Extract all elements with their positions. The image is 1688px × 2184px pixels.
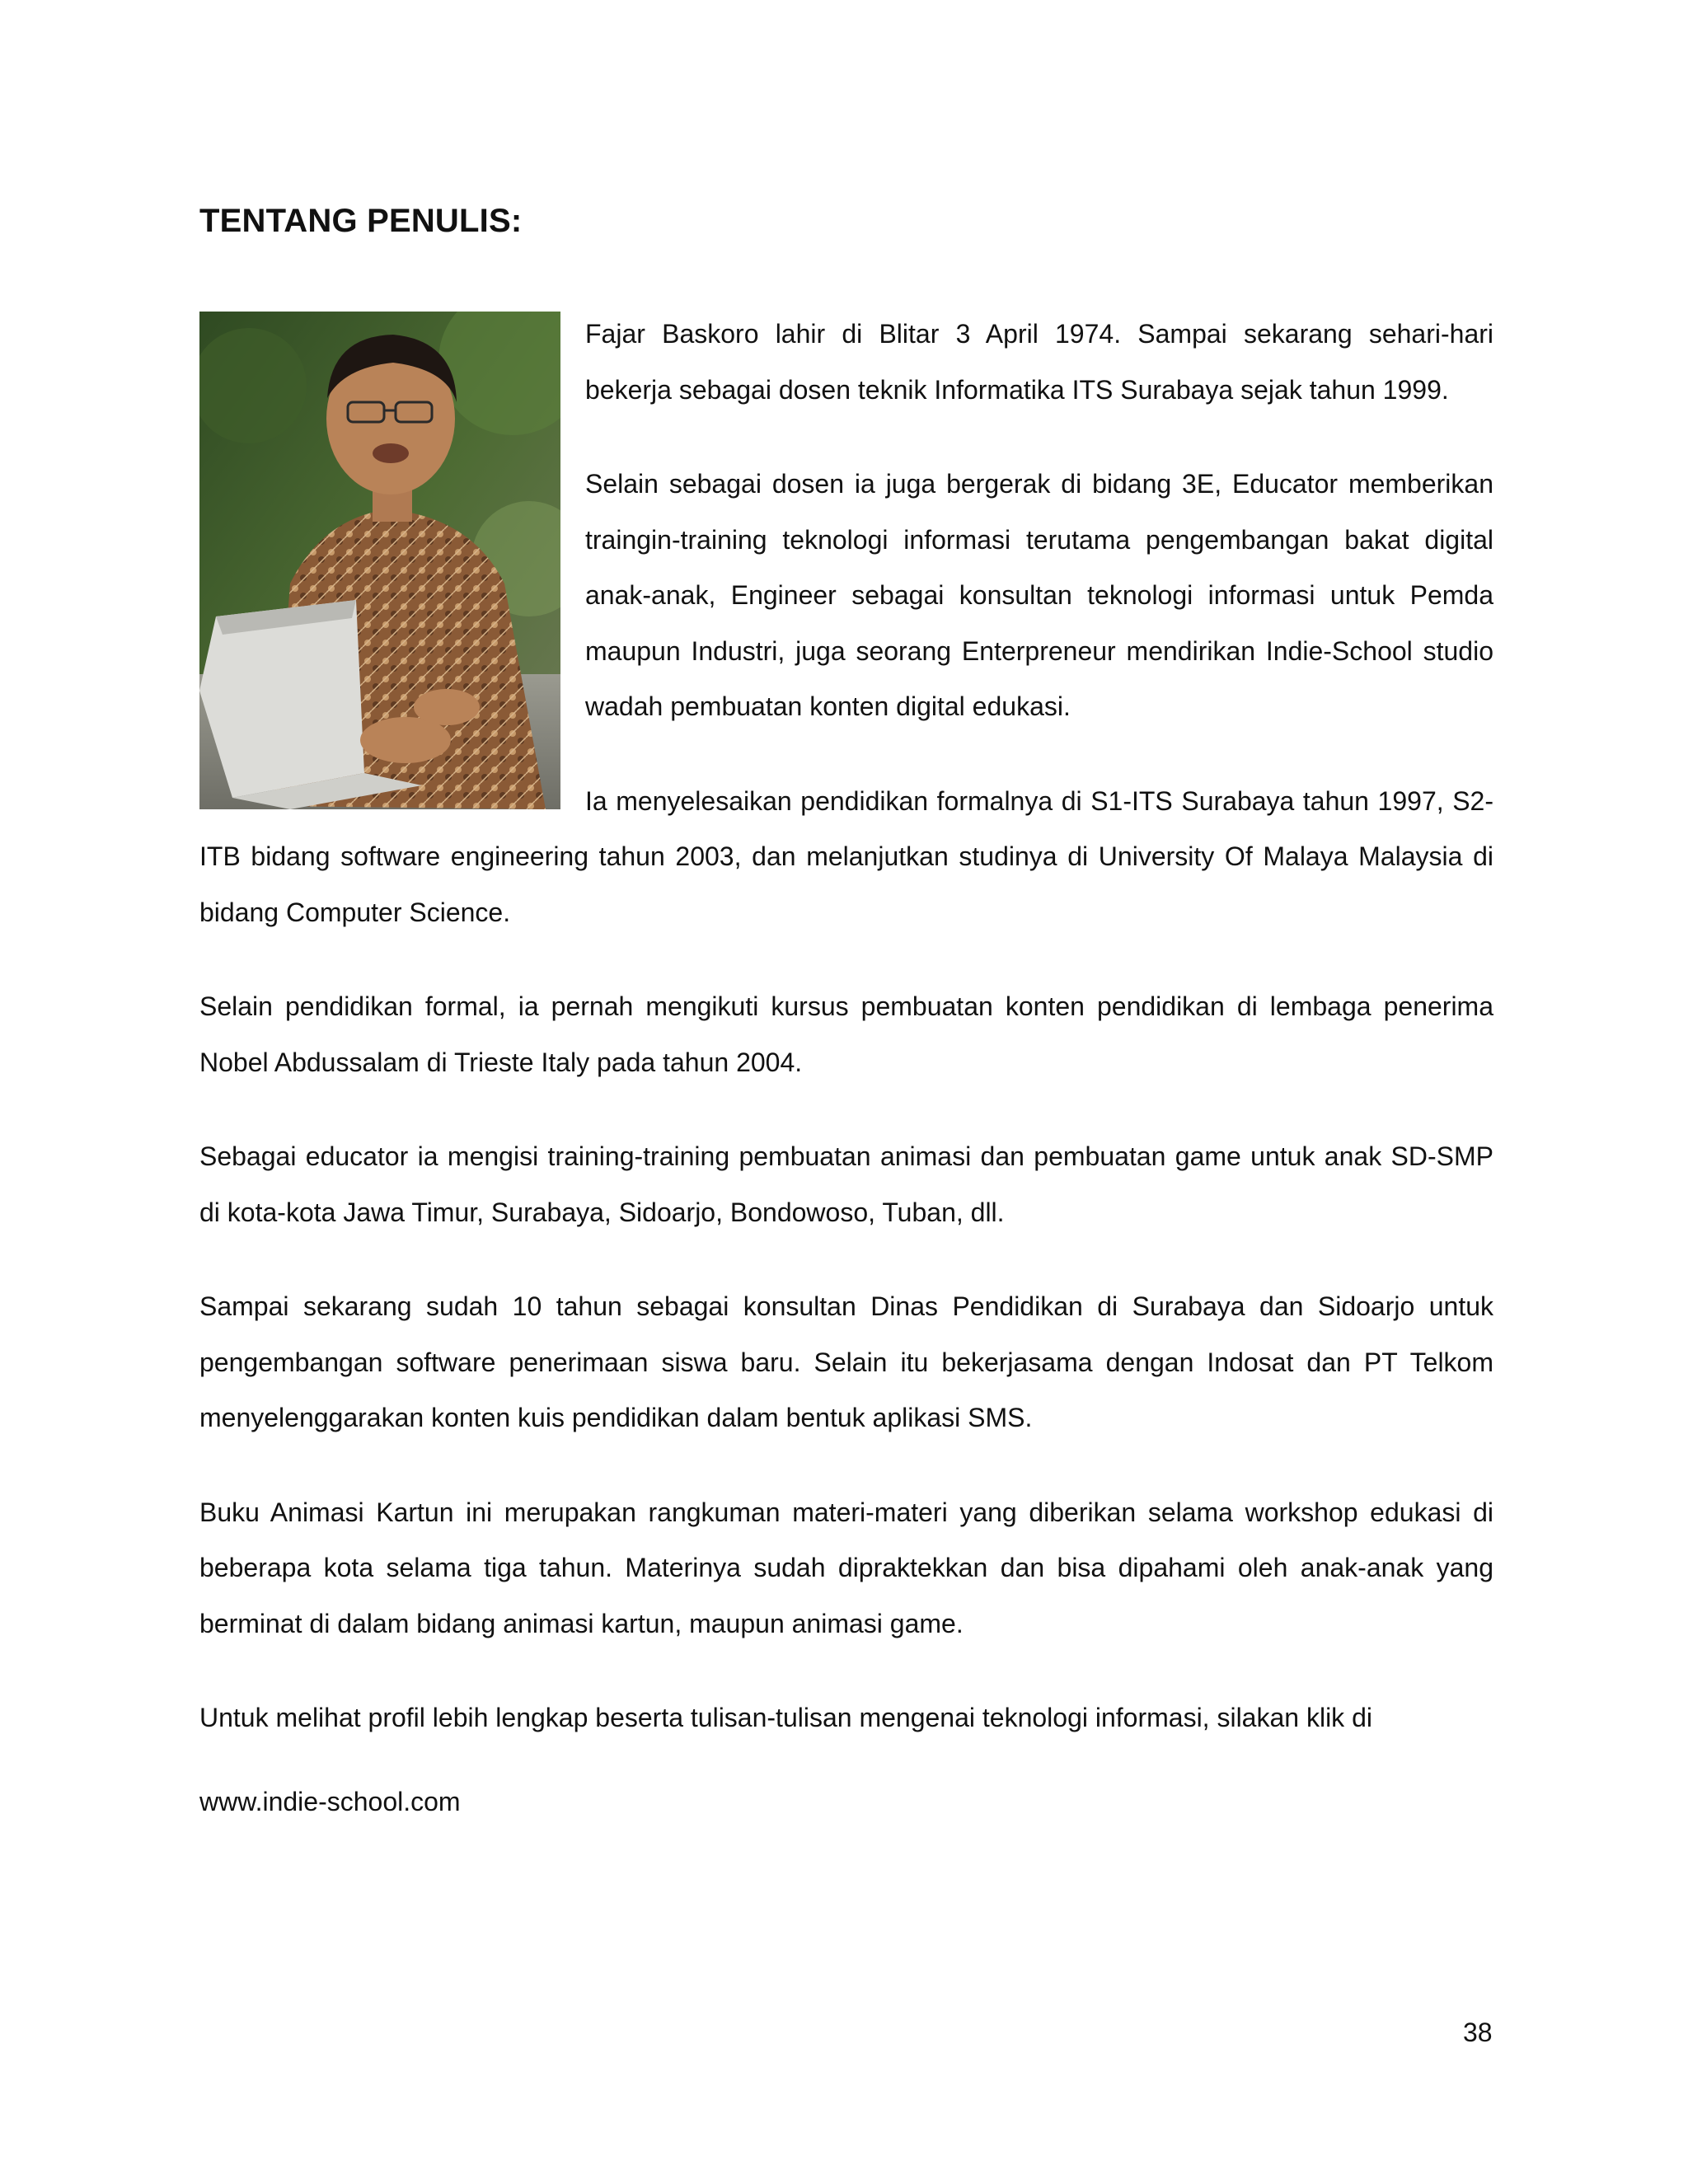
author-photo xyxy=(199,312,560,809)
author-photo-illustration xyxy=(199,312,560,809)
paragraph-7: Buku Animasi Kartun ini merupakan rangkuman materi-materi yang diberikan selama workshop edukasi di beberapa kota selama tiga tahun. Materinya sudah dipraktekkan dan bisa dipahami oleh anak-anak yang berminat di dalam bidang animasi kartun, maupun animasi game. xyxy=(199,1497,1493,1638)
paragraph-1: Fajar Baskoro lahir di Blitar 3 April 1974. Sampai sekarang sehari-hari bekerja sebagai dosen teknik Informatika ITS Surabaya sejak tahun 1999. xyxy=(585,319,1493,405)
paragraph-4: Selain pendidikan formal, ia pernah mengikuti kursus pembuatan konten pendidikan di lembaga penerima Nobel Abdussalam di Trieste Italy pada tahun 2004. xyxy=(199,991,1493,1077)
paragraph-8: Untuk melihat profil lebih lengkap beserta tulisan-tulisan mengenai teknologi informasi, silakan klik di xyxy=(199,1703,1372,1732)
page-number: 38 xyxy=(1463,2018,1493,2047)
section-heading: TENTANG PENULIS: xyxy=(199,203,523,239)
paragraph-3: Ia menyelesaikan pendidikan formalnya di S1-ITS Surabaya tahun 1997, S2-ITB bidang software engineering tahun 2003, dan melanjutkan studinya di University Of Malaya Malaysia di bidang Computer Science. xyxy=(199,785,1493,927)
paragraph-2: Selain sebagai dosen ia juga bergerak di bidang 3E, Educator memberikan traingin-training teknologi informasi terutama pengembangan bakat digital anak-anak, Engineer sebagai konsultan teknologi informasi untuk Pemda maupun Industri, juga seorang Enterpreneur mendirikan Indie-School studio wadah pembuatan konten digital edukasi. xyxy=(585,469,1493,721)
paragraph-6: Sampai sekarang sudah 10 tahun sebagai konsultan Dinas Pendidikan di Surabaya dan Sidoarjo untuk pengembangan software penerimaan siswa baru. Selain itu bekerjasama dengan Indosat dan PT Telkom menyelenggarakan konten kuis pendidikan dalam bentuk aplikasi SMS. xyxy=(199,1291,1493,1432)
paragraph-5: Sebagai educator ia mengisi training-training pembuatan animasi dan pembuatan game untuk anak SD-SMP di kota-kota Jawa Timur, Surabaya, Sidoarjo, Bondowoso, Tuban, dll. xyxy=(199,1141,1493,1227)
website-link[interactable]: www.indie-school.com xyxy=(199,1787,461,1816)
body-text xyxy=(199,307,1493,1785)
